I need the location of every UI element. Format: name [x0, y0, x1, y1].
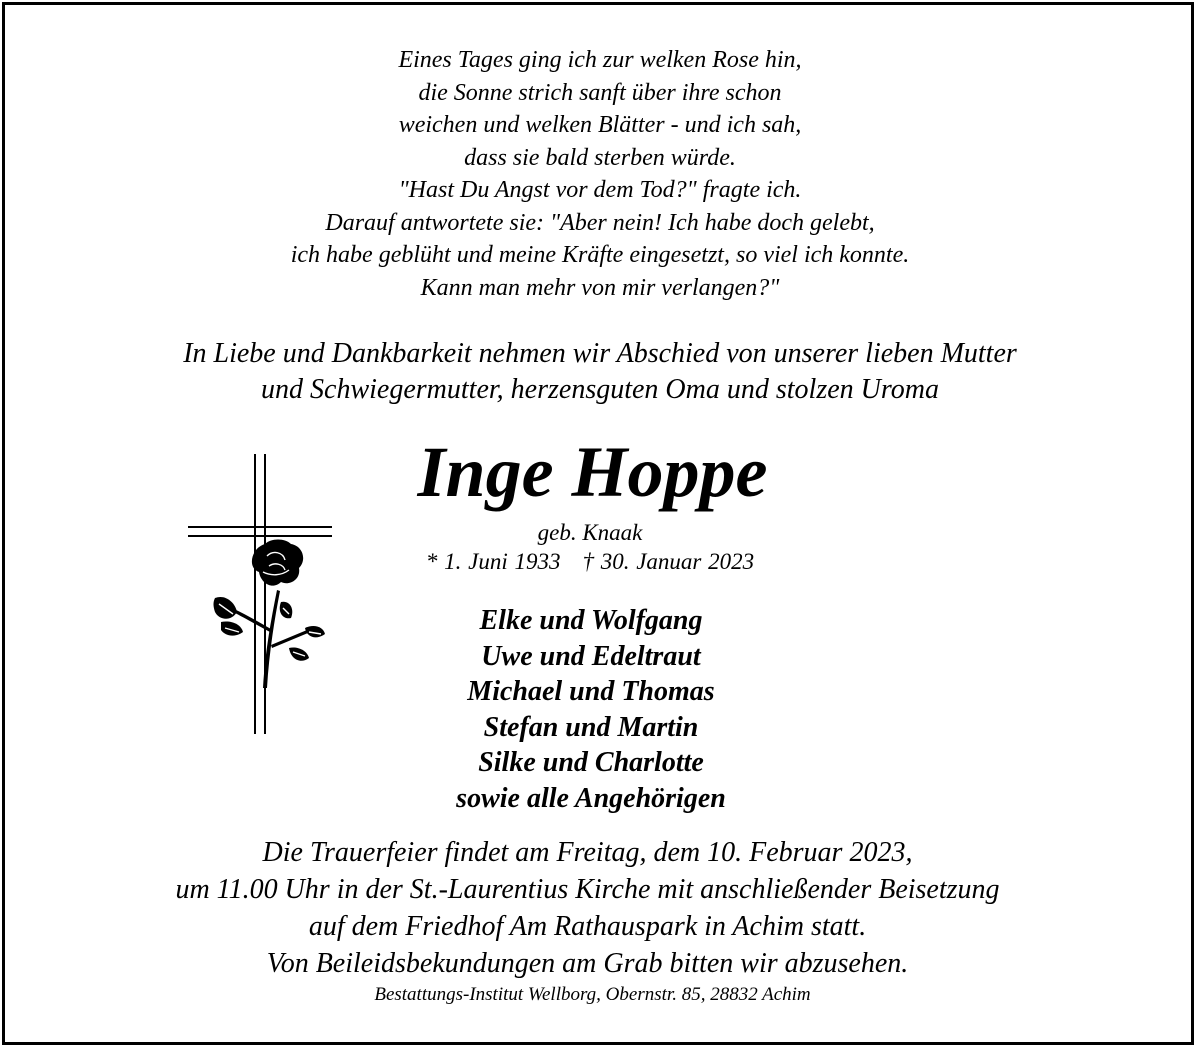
- poem-line: ich habe geblüht und meine Kräfte eingesetzt, so viel ich konnte.: [290, 242, 910, 268]
- funeral-service-info: [0, 834, 1175, 982]
- mourner-line: Silke und Charlotte: [478, 747, 704, 778]
- service-line: um 11.00 Uhr in der St.-Laurentius Kirche mit anschließender Beisetzung: [175, 874, 1000, 905]
- birth-name: geb. Knaak: [537, 520, 643, 545]
- poem: [0, 44, 1200, 304]
- mourner-line: Stefan und Martin: [483, 711, 699, 743]
- mourner-line: Michael und Thomas: [467, 676, 715, 707]
- poem-line: Darauf antwortete sie: "Aber nein! Ich habe doch gelebt,: [325, 209, 875, 236]
- mourners-list: [0, 603, 1182, 816]
- intro-line: und Schwiegermutter, herzensguten Oma und stolzen Uroma: [261, 374, 939, 405]
- poem-line: dass sie bald sterben würde.: [464, 144, 736, 171]
- birth-date: * 1. Juni 1933: [425, 549, 561, 574]
- undertaker-info: Bestattungs-Institut Wellborg, Obernstr. 85, 28832 Achim: [374, 984, 811, 1005]
- mourner-line: Elke und Wolfgang: [479, 605, 703, 636]
- mourner-line: sowie alle Angehörigen: [456, 782, 726, 814]
- service-line: auf dem Friedhof Am Rathauspark in Achim statt.: [308, 911, 867, 942]
- poem-line: "Hast Du Angst vor dem Tod?" fragte ich.: [398, 177, 802, 203]
- death-date: † 30. Januar 2023: [582, 549, 755, 574]
- farewell-intro: [0, 336, 1200, 408]
- service-line: Von Beileidsbekundungen am Grab bitten wir abzusehen.: [266, 948, 909, 979]
- service-line: Die Trauerfeier findet am Freitag, dem 10. Februar 2023,: [262, 837, 913, 868]
- life-dates: [0, 547, 1180, 577]
- poem-line: Kann man mehr von mir verlangen?": [420, 274, 780, 301]
- intro-line: In Liebe und Dankbarkeit nehmen wir Abschied von unserer lieben Mutter: [183, 338, 1017, 369]
- mourner-line: Uwe und Edeltraut: [481, 640, 701, 672]
- poem-line: die Sonne strich sanft über ihre schon: [418, 79, 782, 106]
- poem-line: weichen und welken Blätter - und ich sah,: [398, 112, 802, 138]
- poem-line: Eines Tages ging ich zur welken Rose hin,: [398, 47, 802, 73]
- deceased-name: Inge Hoppe: [417, 432, 768, 512]
